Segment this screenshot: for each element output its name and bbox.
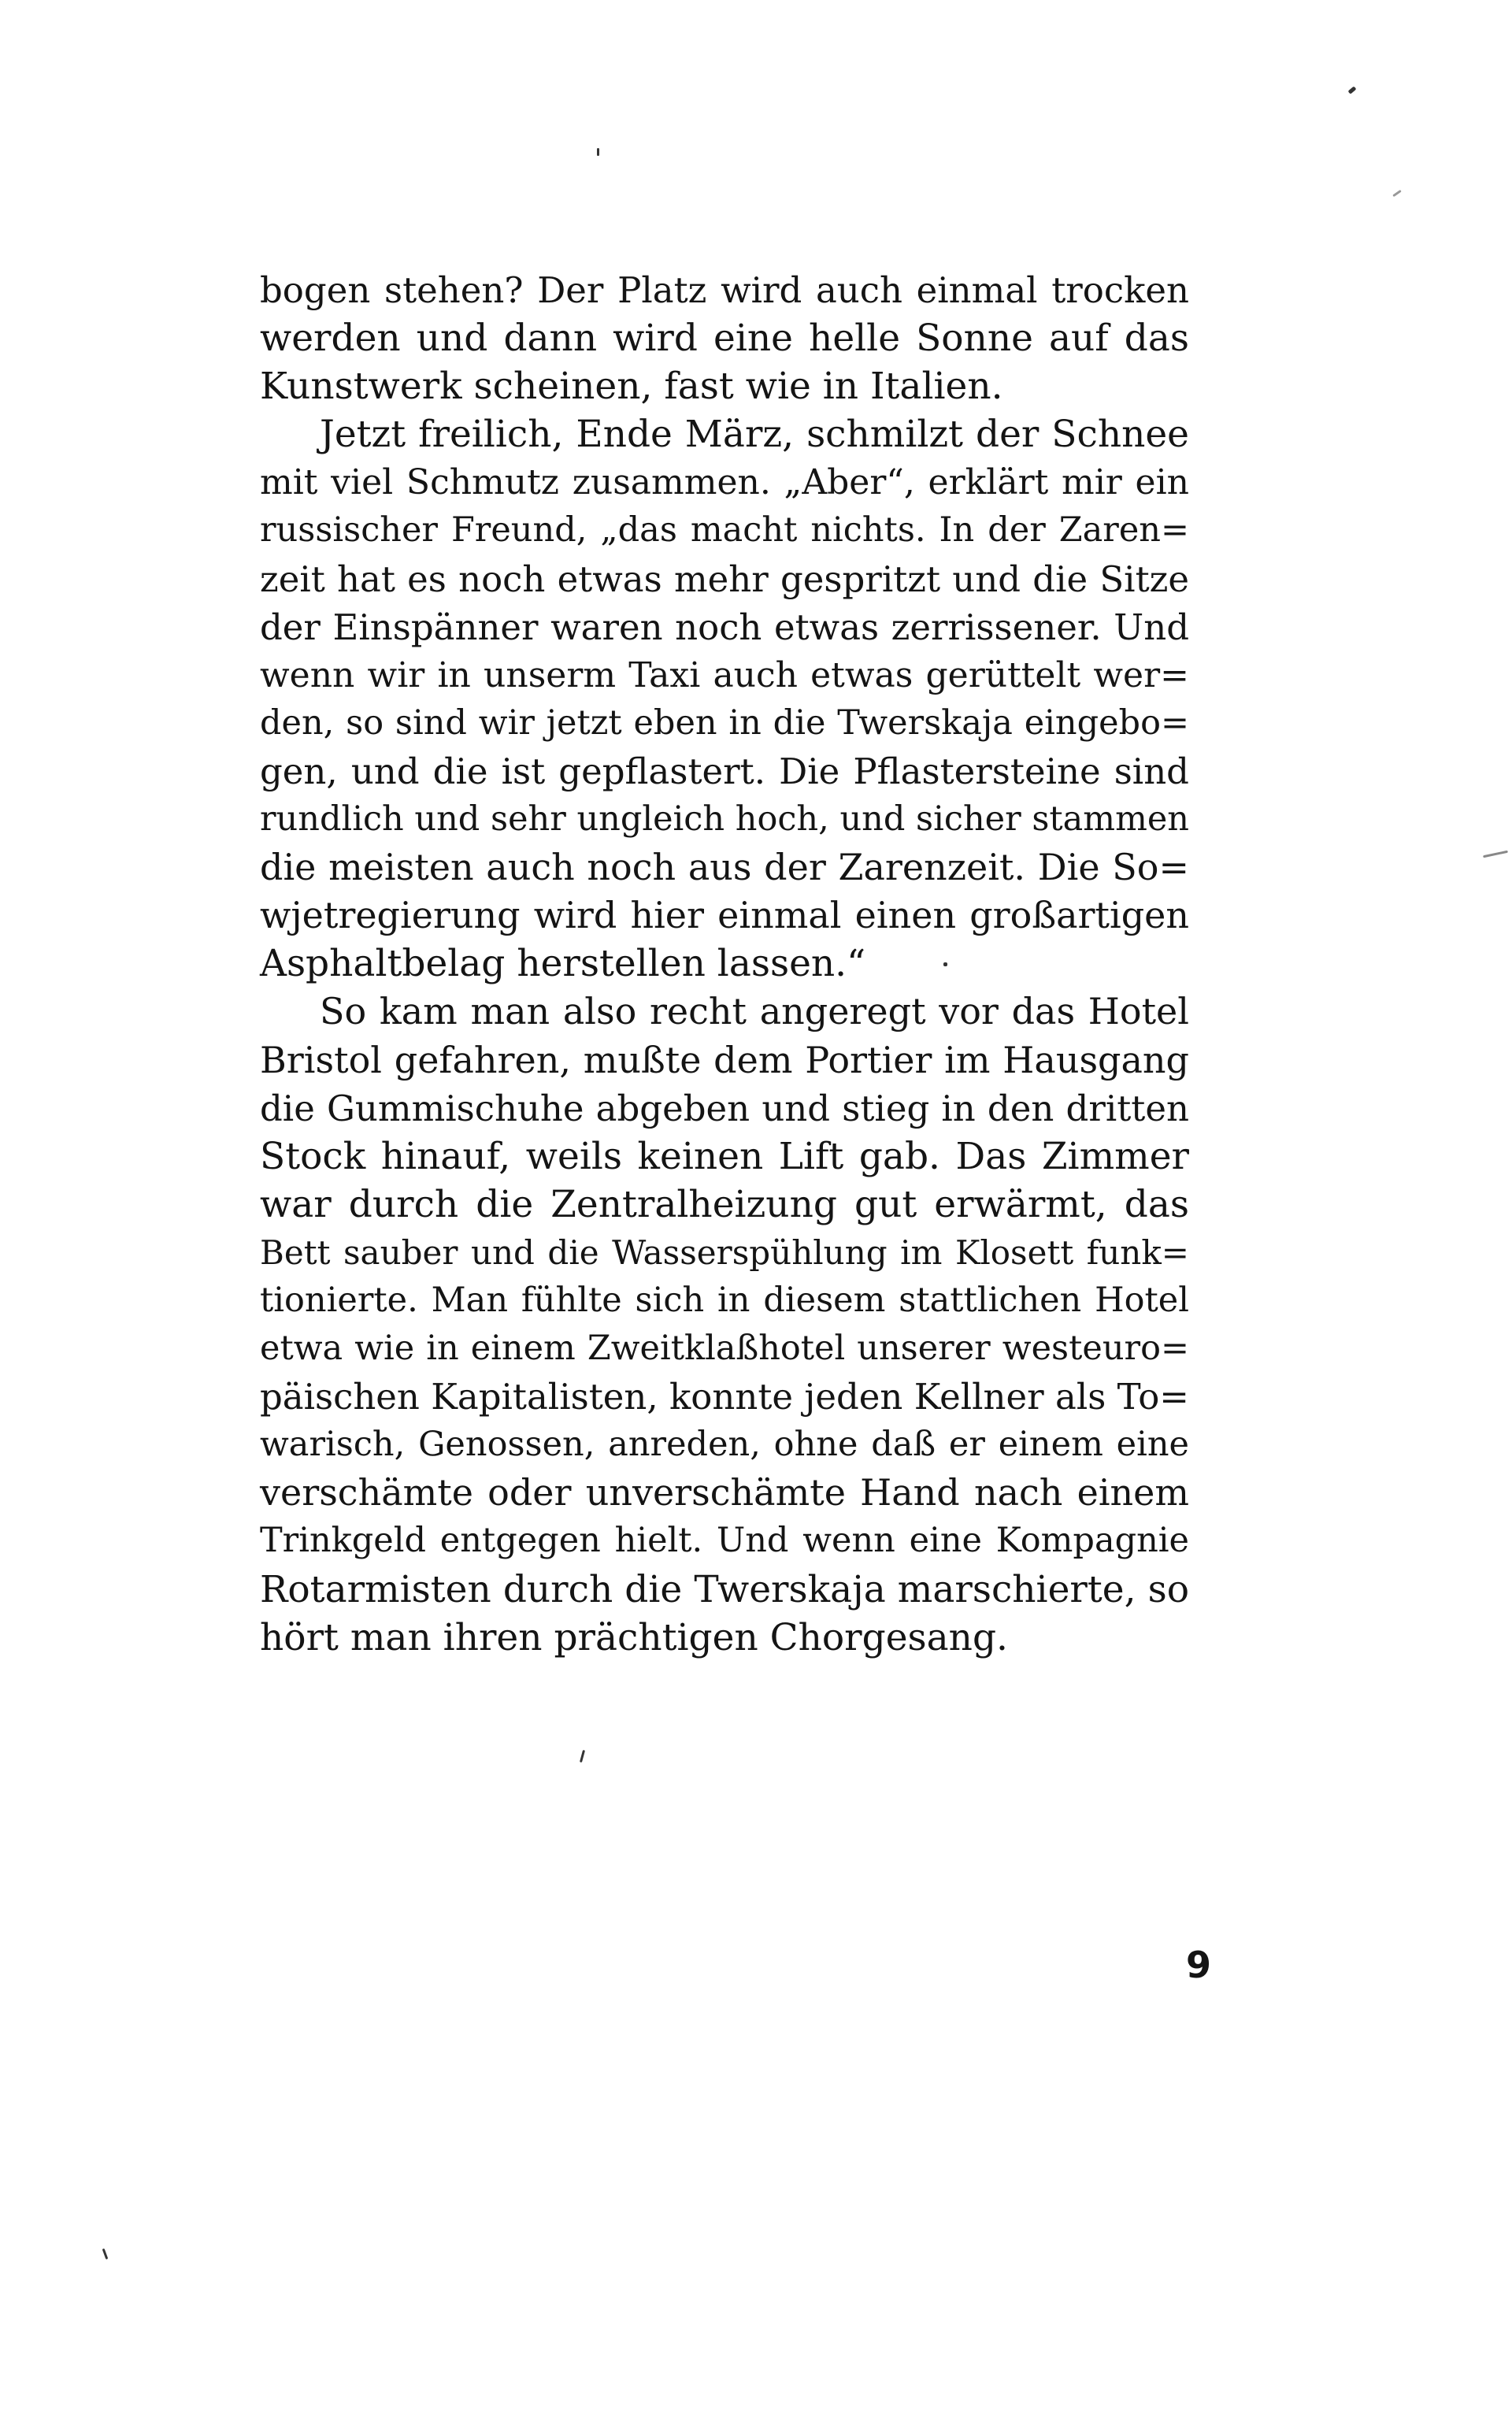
text-line: Stock hinauf, weils keinen Lift gab. Das Zimmer bbox=[260, 1134, 1189, 1178]
scan-speck bbox=[580, 1750, 585, 1763]
scan-speck bbox=[943, 962, 947, 966]
scan-speck bbox=[1483, 851, 1508, 858]
body-text bbox=[260, 266, 1189, 1662]
scan-speck bbox=[1392, 190, 1402, 197]
text-line: Asphaltbelag herstellen lassen.“ bbox=[260, 942, 866, 986]
text-line: Jetzt freilich, Ende März, schmilzt der Schnee bbox=[320, 413, 1189, 457]
text-line: Kunstwerk scheinen, fast wie in Italien. bbox=[260, 365, 1003, 409]
text-line: wjetregierung wird hier einmal einen großartigen bbox=[260, 894, 1189, 937]
text-line: mit viel Schmutz zusammen. „Aber“, erklärt mir ein bbox=[260, 462, 1189, 503]
text-line: etwa wie in einem Zweitklaßhotel unserer westeuro= bbox=[260, 1329, 1189, 1369]
text-line: tionierte. Man fühlte sich in diesem stattlichen Hotel bbox=[260, 1280, 1189, 1320]
scan-speck bbox=[1348, 86, 1357, 94]
text-line: zeit hat es noch etwas mehr gespritzt und die Sitze bbox=[260, 558, 1189, 600]
text-line: Rotarmisten durch die Twerskaja marschierte, so bbox=[260, 1567, 1189, 1611]
text-line: russischer Freund, „das macht nichts. In der Zaren= bbox=[260, 510, 1189, 550]
text-line: wenn wir in unserm Taxi auch etwas gerüttelt wer= bbox=[260, 654, 1189, 695]
text-line: Bett sauber und die Wasserspühlung im Klosett funk= bbox=[260, 1233, 1189, 1272]
text-line: verschämte oder unverschämte Hand nach einem bbox=[260, 1471, 1189, 1514]
page-number: 9 bbox=[1185, 1944, 1211, 1986]
text-line: Trinkgeld entgegen hielt. Und wenn eine Kompagnie bbox=[260, 1521, 1189, 1561]
text-line: So kam man also recht angeregt vor das Hotel bbox=[320, 990, 1189, 1033]
text-line: die meisten auch noch aus der Zarenzeit. Die So= bbox=[260, 846, 1189, 889]
text-line: werden und dann wird eine helle Sonne auf das bbox=[260, 317, 1189, 361]
text-line: hört man ihren prächtigen Chorgesang. bbox=[260, 1615, 1008, 1659]
text-line: war durch die Zentralheizung gut erwärmt, das bbox=[260, 1182, 1189, 1226]
text-line: warisch, Genossen, anreden, ohne daß er einem eine bbox=[260, 1425, 1189, 1465]
text-line: den, so sind wir jetzt eben in die Twerskaja eingebo= bbox=[260, 702, 1189, 743]
text-line: rundlich und sehr ungleich hoch, und sicher stammen bbox=[260, 799, 1189, 840]
text-line: die Gummischuhe abgeben und stieg in den dritten bbox=[260, 1087, 1189, 1129]
text-line: der Einspänner waren noch etwas zerrissener. Und bbox=[260, 606, 1189, 648]
scan-speck bbox=[102, 2248, 109, 2259]
text-line: päischen Kapitalisten, konnte jeden Kellner als To= bbox=[260, 1376, 1189, 1418]
scan-speck bbox=[597, 148, 599, 156]
text-line: gen, und die ist gepflastert. Die Pflastersteine sind bbox=[260, 750, 1189, 792]
text-line: Bristol gefahren, mußte dem Portier im Hausgang bbox=[260, 1038, 1189, 1081]
text-line: bogen stehen? Der Platz wird auch einmal trocken bbox=[260, 269, 1189, 311]
